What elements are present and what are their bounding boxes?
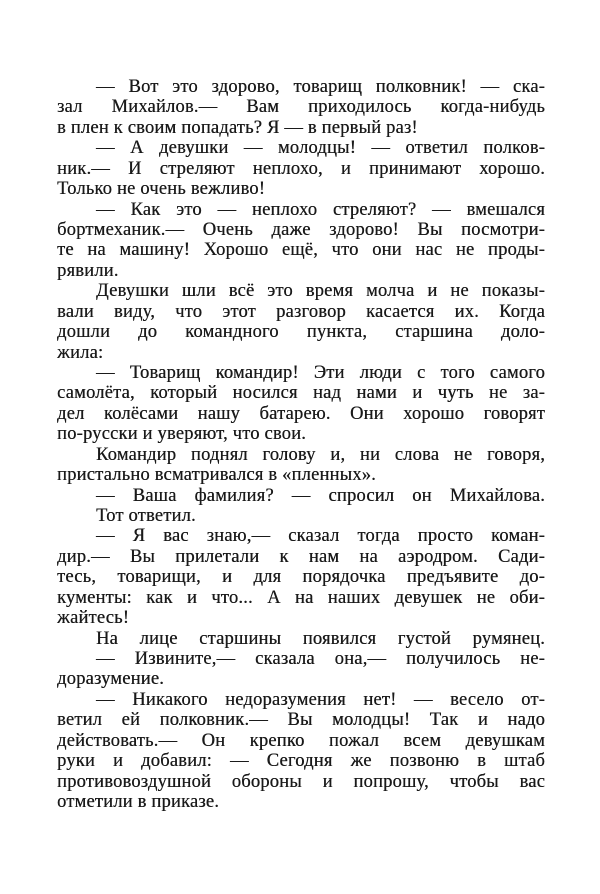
- text-line: — Товарищ командир! Эти люди с того самого: [96, 363, 545, 384]
- text-line: ник.— И стреляют неплохо, и принимают хорошо.: [57, 158, 545, 179]
- text-line: Только не очень вежливо!: [57, 179, 266, 200]
- text-line: по-русски и уверяют, что свои.: [57, 424, 307, 445]
- text-line: ветил ей полковник.— Вы молодцы! Так и надо: [57, 710, 545, 731]
- text-line: дел колёсами нашу батарею. Они хорошо говорят: [57, 403, 545, 424]
- text-line: отметили в приказе.: [57, 792, 220, 813]
- text-line: жайтесь!: [57, 608, 130, 629]
- text-line: тесь, товарищи, и для порядочка предъявите до-: [57, 567, 545, 588]
- text-line: На лице старшины появился густой румянец.: [96, 628, 545, 649]
- text-line: зал Михайлов.— Вам приходилось когда-нибудь: [57, 97, 545, 118]
- text-line: — Как это — неплохо стреляют? — вмешался: [96, 199, 545, 220]
- text-line: — А девушки — молодцы! — ответил полков-: [96, 138, 545, 159]
- text-line: жила:: [57, 342, 104, 363]
- text-line: руки и добавил: — Сегодня же позвоню в штаб: [57, 751, 545, 772]
- text-line: в плен к своим попадать? Я — в первый раз!: [57, 117, 418, 138]
- text-line: — Извините,— сказала она,— получилось не-: [96, 649, 545, 670]
- text-line: дир.— Вы прилетали к нам на аэродром. Сади-: [57, 546, 545, 567]
- text-line: самолёта, который носился над нами и чуть не за-: [57, 383, 545, 404]
- text-line: противовоздушной обороны и попрошу, чтобы вас: [57, 771, 545, 792]
- text-line: — Ваша фамилия? — спросил он Михайлова.: [96, 485, 545, 506]
- text-line: те на машину! Хорошо ещё, что они нас не проды-: [57, 240, 545, 261]
- text-line: бортмеханик.— Очень даже здорово! Вы посмотри-: [57, 220, 545, 240]
- text-line: — Вот это здорово, товарищ полковник! — ска-: [96, 77, 545, 97]
- text-line: доразумение.: [57, 669, 165, 690]
- text-line: Тот ответил.: [96, 506, 196, 527]
- text-line: пристально всматривался в «пленных».: [57, 465, 376, 486]
- text-line: дошли до командного пункта, старшина доло-: [57, 322, 545, 343]
- text-line: кументы: как и что... А на наших девушек не оби-: [57, 587, 545, 608]
- text-line: вали виду, что этот разговор касается их. Когда: [57, 301, 545, 322]
- text-line: Командир поднял голову и, ни слова не говоря,: [96, 444, 545, 465]
- text-line: рявили.: [57, 260, 119, 281]
- text-line: действовать.— Он крепко пожал всем девушкам: [57, 730, 545, 751]
- text-line: — Я вас знаю,— сказал тогда просто коман-: [96, 526, 545, 547]
- text-line: — Никакого недоразумения нет! — весело от-: [96, 689, 545, 710]
- text-line: Девушки шли всё это время молча и не показы-: [96, 281, 545, 302]
